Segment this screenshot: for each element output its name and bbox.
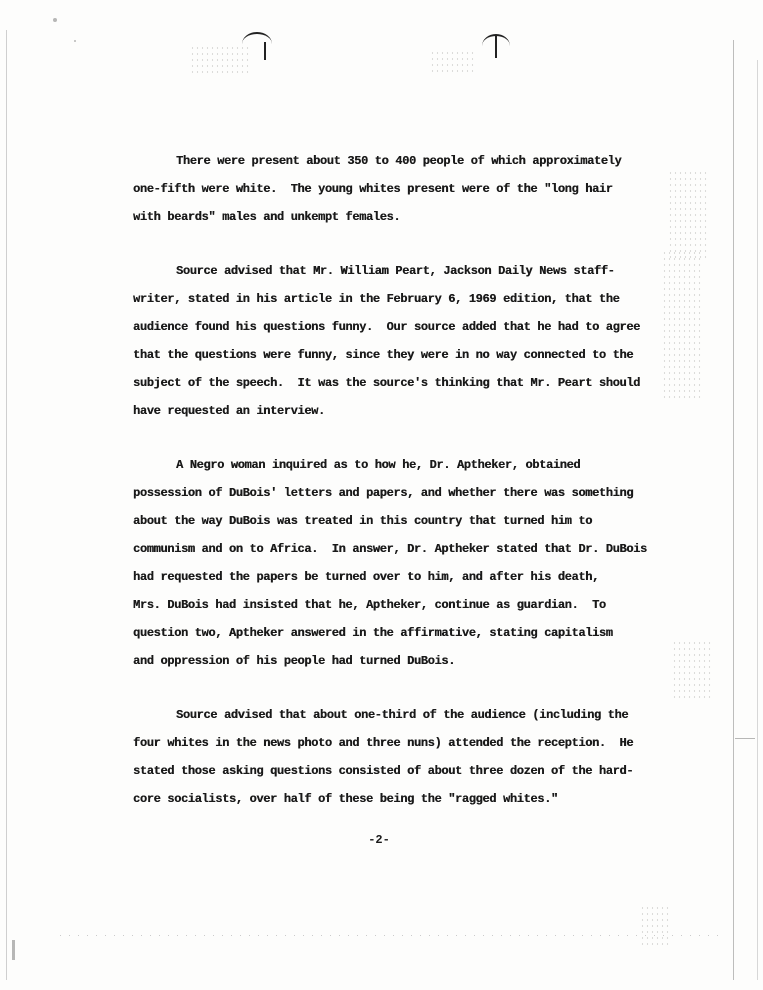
scan-noise <box>662 250 702 400</box>
text-line: communism and on to Africa. In answer, Dr. Aptheker stated that Dr. DuBois <box>133 542 647 556</box>
scan-noise <box>672 640 712 700</box>
text-line: core socialists, over half of these being the "ragged whites." <box>133 792 558 806</box>
scan-noise <box>430 50 475 75</box>
scan-edge-left <box>6 30 7 980</box>
scan-speck <box>735 738 755 739</box>
scan-noise <box>640 905 670 945</box>
text-line: A Negro woman inquired as to how he, Dr. Aptheker, obtained <box>176 458 581 472</box>
text-line: had requested the papers be turned over to him, and after his death, <box>133 570 599 584</box>
text-line: subject of the speech. It was the source's thinking that Mr. Peart should <box>133 376 640 390</box>
scan-noise <box>668 170 708 260</box>
scan-speck <box>12 940 15 960</box>
text-line: Mrs. DuBois had insisted that he, Aptheker, continue as guardian. To <box>133 598 606 612</box>
paragraph-4 <box>133 701 663 813</box>
scan-noise <box>190 45 250 75</box>
text-line: have requested an interview. <box>133 404 325 418</box>
text-line: about the way DuBois was treated in this country that turned him to <box>133 514 593 528</box>
scan-bottom-rule <box>60 935 720 936</box>
text-line: question two, Aptheker answered in the affirmative, stating capitalism <box>133 626 613 640</box>
text-line: four whites in the news photo and three nuns) attended the reception. He <box>133 736 634 750</box>
text-line: that the questions were funny, since they were in no way connected to the <box>133 348 634 362</box>
punch-hole-mark-right <box>482 34 510 58</box>
text-line: possession of DuBois' letters and papers, and whether there was something <box>133 486 634 500</box>
text-line: stated those asking questions consisted of about three dozen of the hard- <box>133 764 634 778</box>
text-line: Source advised that about one-third of the audience (including the <box>176 708 629 722</box>
paragraph-2 <box>133 257 663 425</box>
text-line: and oppression of his people had turned DuBois. <box>133 654 456 668</box>
page-number: -2- <box>368 833 390 847</box>
document-body <box>133 147 663 839</box>
text-line: writer, stated in his article in the February 6, 1969 edition, that the <box>133 292 620 306</box>
text-line: There were present about 350 to 400 people of which approximately <box>176 154 622 168</box>
paragraph-1 <box>133 147 663 231</box>
text-line: with beards" males and unkempt females. <box>133 210 401 224</box>
scan-speck <box>74 40 76 42</box>
text-line: Source advised that Mr. William Peart, Jackson Daily News staff- <box>176 264 615 278</box>
text-line: audience found his questions funny. Our source added that he had to agree <box>133 320 640 334</box>
paragraph-3 <box>133 451 663 675</box>
scan-edge-right <box>733 40 734 980</box>
scan-speck <box>53 18 57 22</box>
scan-edge-right-outer <box>757 60 758 980</box>
text-line: one-fifth were white. The young whites present were of the "long hair <box>133 182 613 196</box>
